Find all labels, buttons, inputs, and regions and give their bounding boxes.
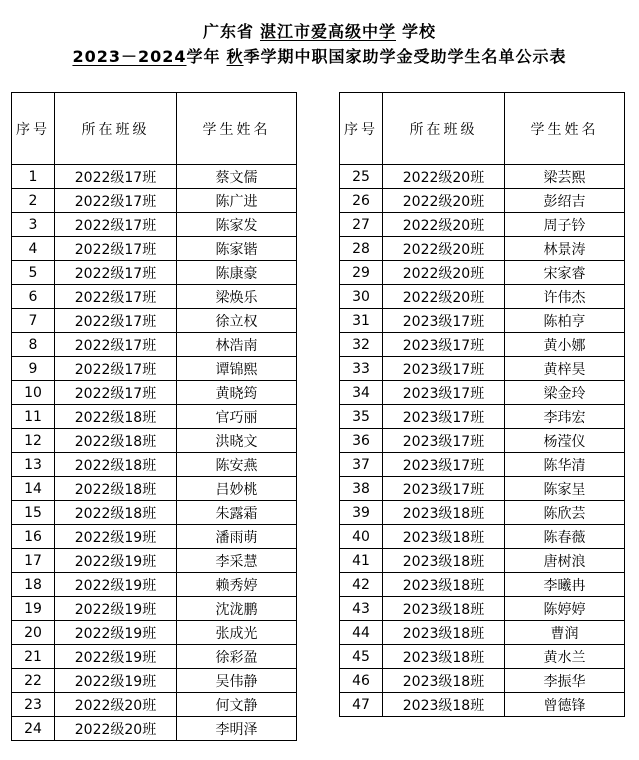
- title-school-suffix: 学校: [402, 22, 437, 41]
- roster-body-left: [12, 165, 297, 741]
- table-row: [12, 525, 297, 549]
- row-index: 11: [12, 405, 55, 429]
- row-class: 2022级18班: [55, 501, 177, 525]
- row-class: 2022级18班: [55, 429, 177, 453]
- table-row: [340, 501, 625, 525]
- row-student-name: 陈欣芸: [505, 501, 625, 525]
- header-index: 序号: [12, 93, 55, 165]
- row-student-name: 陈广进: [177, 189, 297, 213]
- row-class: 2023级18班: [383, 621, 505, 645]
- table-row: [12, 501, 297, 525]
- table-row: [340, 405, 625, 429]
- row-student-name: 赖秀婷: [177, 573, 297, 597]
- roster-table-left: [11, 92, 297, 741]
- row-index: 22: [12, 669, 55, 693]
- row-student-name: 蔡文儒: [177, 165, 297, 189]
- row-student-name: 吕妙桃: [177, 477, 297, 501]
- table-row: [12, 309, 297, 333]
- row-class: 2022级17班: [55, 381, 177, 405]
- row-class: 2022级20班: [383, 285, 505, 309]
- row-class: 2022级17班: [55, 189, 177, 213]
- row-class: 2022级19班: [55, 525, 177, 549]
- row-student-name: 朱露霜: [177, 501, 297, 525]
- table-row: [12, 453, 297, 477]
- row-index: 25: [340, 165, 383, 189]
- header-row: [340, 93, 625, 165]
- table-row: [340, 429, 625, 453]
- row-student-name: 唐树浪: [505, 549, 625, 573]
- row-index: 30: [340, 285, 383, 309]
- row-index: 19: [12, 597, 55, 621]
- table-row: [340, 261, 625, 285]
- row-class: 2022级19班: [55, 573, 177, 597]
- table-row: [340, 333, 625, 357]
- row-class: 2022级20班: [383, 213, 505, 237]
- table-row: [340, 453, 625, 477]
- title-school-name: 湛江市爱高级中学: [259, 22, 396, 41]
- row-index: 46: [340, 669, 383, 693]
- row-class: 2023级18班: [383, 645, 505, 669]
- table-row: [12, 693, 297, 717]
- table-row: [340, 309, 625, 333]
- table-row: [340, 189, 625, 213]
- row-student-name: 曹润: [505, 621, 625, 645]
- table-row: [340, 621, 625, 645]
- row-index: 15: [12, 501, 55, 525]
- row-student-name: 徐立权: [177, 309, 297, 333]
- row-student-name: 黄梓昊: [505, 357, 625, 381]
- row-index: 41: [340, 549, 383, 573]
- row-class: 2023级18班: [383, 669, 505, 693]
- row-class: 2023级17班: [383, 405, 505, 429]
- row-student-name: 杨滢仪: [505, 429, 625, 453]
- header-class: 所在班级: [383, 93, 505, 165]
- row-class: 2022级19班: [55, 645, 177, 669]
- row-index: 32: [340, 333, 383, 357]
- row-index: 5: [12, 261, 55, 285]
- row-student-name: 周子钤: [505, 213, 625, 237]
- row-index: 33: [340, 357, 383, 381]
- row-student-name: 官巧丽: [177, 405, 297, 429]
- row-class: 2022级19班: [55, 669, 177, 693]
- header-row: [12, 93, 297, 165]
- table-row: [12, 285, 297, 309]
- table-row: [12, 357, 297, 381]
- row-index: 39: [340, 501, 383, 525]
- row-student-name: 徐彩盈: [177, 645, 297, 669]
- table-row: [12, 189, 297, 213]
- row-student-name: 梁焕乐: [177, 285, 297, 309]
- row-index: 3: [12, 213, 55, 237]
- row-index: 37: [340, 453, 383, 477]
- row-student-name: 潘雨萌: [177, 525, 297, 549]
- row-index: 24: [12, 717, 55, 741]
- table-row: [12, 573, 297, 597]
- row-index: 29: [340, 261, 383, 285]
- row-class: 2022级17班: [55, 309, 177, 333]
- row-class: 2022级20班: [383, 237, 505, 261]
- row-class: 2022级20班: [383, 261, 505, 285]
- row-student-name: 李明泽: [177, 717, 297, 741]
- row-student-name: 沈泷鹏: [177, 597, 297, 621]
- row-student-name: 陈家发: [177, 213, 297, 237]
- row-student-name: 陈春薇: [505, 525, 625, 549]
- row-class: 2022级20班: [383, 189, 505, 213]
- table-row: [12, 717, 297, 741]
- table-row: [12, 645, 297, 669]
- row-student-name: 彭绍吉: [505, 189, 625, 213]
- row-student-name: 许伟杰: [505, 285, 625, 309]
- title-rest: 季学期中职国家助学金受助学生名单公示表: [243, 47, 567, 66]
- row-student-name: 吴伟静: [177, 669, 297, 693]
- row-index: 26: [340, 189, 383, 213]
- row-index: 13: [12, 453, 55, 477]
- row-class: 2023级18班: [383, 549, 505, 573]
- table-row: [12, 381, 297, 405]
- row-student-name: 谭锦熙: [177, 357, 297, 381]
- row-index: 44: [340, 621, 383, 645]
- row-index: 16: [12, 525, 55, 549]
- header-name: 学生姓名: [505, 93, 625, 165]
- row-index: 40: [340, 525, 383, 549]
- row-student-name: 黄小娜: [505, 333, 625, 357]
- row-student-name: 梁金玲: [505, 381, 625, 405]
- row-index: 47: [340, 693, 383, 717]
- row-class: 2022级19班: [55, 549, 177, 573]
- table-row: [12, 213, 297, 237]
- row-index: 43: [340, 597, 383, 621]
- row-student-name: 张成光: [177, 621, 297, 645]
- row-student-name: 陈安燕: [177, 453, 297, 477]
- table-row: [340, 165, 625, 189]
- row-class: 2022级18班: [55, 477, 177, 501]
- row-class: 2022级20班: [383, 165, 505, 189]
- document-title-line1: [0, 22, 639, 42]
- row-index: 4: [12, 237, 55, 261]
- row-index: 8: [12, 333, 55, 357]
- table-row: [340, 693, 625, 717]
- row-student-name: 李采慧: [177, 549, 297, 573]
- title-years: 2023－2024: [72, 47, 187, 66]
- row-index: 2: [12, 189, 55, 213]
- row-index: 31: [340, 309, 383, 333]
- row-student-name: 何文静: [177, 693, 297, 717]
- table-row: [340, 477, 625, 501]
- row-class: 2023级18班: [383, 597, 505, 621]
- table-row: [340, 237, 625, 261]
- row-index: 14: [12, 477, 55, 501]
- row-index: 7: [12, 309, 55, 333]
- row-index: 45: [340, 645, 383, 669]
- row-class: 2022级19班: [55, 597, 177, 621]
- table-row: [12, 477, 297, 501]
- roster-body-right: [340, 165, 625, 717]
- table-row: [340, 645, 625, 669]
- title-year-word: 学年: [186, 47, 221, 66]
- row-class: 2023级17班: [383, 309, 505, 333]
- table-row: [12, 429, 297, 453]
- row-student-name: 黄水兰: [505, 645, 625, 669]
- row-class: 2023级18班: [383, 501, 505, 525]
- row-index: 38: [340, 477, 383, 501]
- title-season: 秋: [226, 47, 244, 66]
- row-index: 18: [12, 573, 55, 597]
- row-class: 2022级17班: [55, 165, 177, 189]
- row-class: 2023级18班: [383, 573, 505, 597]
- row-class: 2022级17班: [55, 357, 177, 381]
- table-row: [340, 213, 625, 237]
- row-index: 6: [12, 285, 55, 309]
- row-student-name: 林浩南: [177, 333, 297, 357]
- table-row: [340, 573, 625, 597]
- row-class: 2022级20班: [55, 693, 177, 717]
- row-class: 2023级17班: [383, 429, 505, 453]
- table-row: [12, 597, 297, 621]
- row-index: 42: [340, 573, 383, 597]
- row-student-name: 陈康豪: [177, 261, 297, 285]
- row-index: 1: [12, 165, 55, 189]
- table-row: [340, 381, 625, 405]
- row-index: 12: [12, 429, 55, 453]
- row-index: 21: [12, 645, 55, 669]
- row-student-name: 陈家呈: [505, 477, 625, 501]
- row-student-name: 陈婷婷: [505, 597, 625, 621]
- row-index: 36: [340, 429, 383, 453]
- row-index: 9: [12, 357, 55, 381]
- table-row: [340, 285, 625, 309]
- row-student-name: 李曦冉: [505, 573, 625, 597]
- row-class: 2023级17班: [383, 453, 505, 477]
- row-class: 2023级17班: [383, 477, 505, 501]
- row-class: 2022级17班: [55, 237, 177, 261]
- table-row: [12, 405, 297, 429]
- header-name: 学生姓名: [177, 93, 297, 165]
- table-row: [12, 549, 297, 573]
- table-row: [340, 597, 625, 621]
- document-title-line2: [0, 46, 639, 68]
- row-student-name: 陈华清: [505, 453, 625, 477]
- row-class: 2022级18班: [55, 453, 177, 477]
- row-index: 28: [340, 237, 383, 261]
- table-row: [12, 669, 297, 693]
- row-class: 2022级20班: [55, 717, 177, 741]
- row-student-name: 李玮宏: [505, 405, 625, 429]
- table-row: [12, 165, 297, 189]
- row-class: 2022级18班: [55, 405, 177, 429]
- header-index: 序号: [340, 93, 383, 165]
- row-index: 17: [12, 549, 55, 573]
- table-row: [12, 333, 297, 357]
- table-row: [12, 261, 297, 285]
- row-index: 10: [12, 381, 55, 405]
- table-row: [340, 525, 625, 549]
- row-student-name: 宋家睿: [505, 261, 625, 285]
- title-province: 广东省: [202, 22, 254, 41]
- row-index: 23: [12, 693, 55, 717]
- row-student-name: 洪晓文: [177, 429, 297, 453]
- table-row: [12, 237, 297, 261]
- row-class: 2023级17班: [383, 333, 505, 357]
- row-student-name: 陈家锴: [177, 237, 297, 261]
- row-class: 2022级17班: [55, 213, 177, 237]
- row-student-name: 李振华: [505, 669, 625, 693]
- row-class: 2022级17班: [55, 285, 177, 309]
- row-index: 35: [340, 405, 383, 429]
- row-student-name: 陈柏亨: [505, 309, 625, 333]
- row-student-name: 黄晓筠: [177, 381, 297, 405]
- row-class: 2022级19班: [55, 621, 177, 645]
- row-class: 2022级17班: [55, 333, 177, 357]
- row-class: 2023级17班: [383, 381, 505, 405]
- table-row: [340, 549, 625, 573]
- row-student-name: 林景涛: [505, 237, 625, 261]
- row-index: 27: [340, 213, 383, 237]
- row-class: 2022级17班: [55, 261, 177, 285]
- row-class: 2023级18班: [383, 525, 505, 549]
- table-row: [340, 357, 625, 381]
- header-class: 所在班级: [55, 93, 177, 165]
- row-index: 20: [12, 621, 55, 645]
- table-row: [340, 669, 625, 693]
- row-student-name: 梁芸熙: [505, 165, 625, 189]
- row-class: 2023级18班: [383, 693, 505, 717]
- roster-table-right: [339, 92, 625, 717]
- row-index: 34: [340, 381, 383, 405]
- row-class: 2023级17班: [383, 357, 505, 381]
- table-row: [12, 621, 297, 645]
- row-student-name: 曾德锋: [505, 693, 625, 717]
